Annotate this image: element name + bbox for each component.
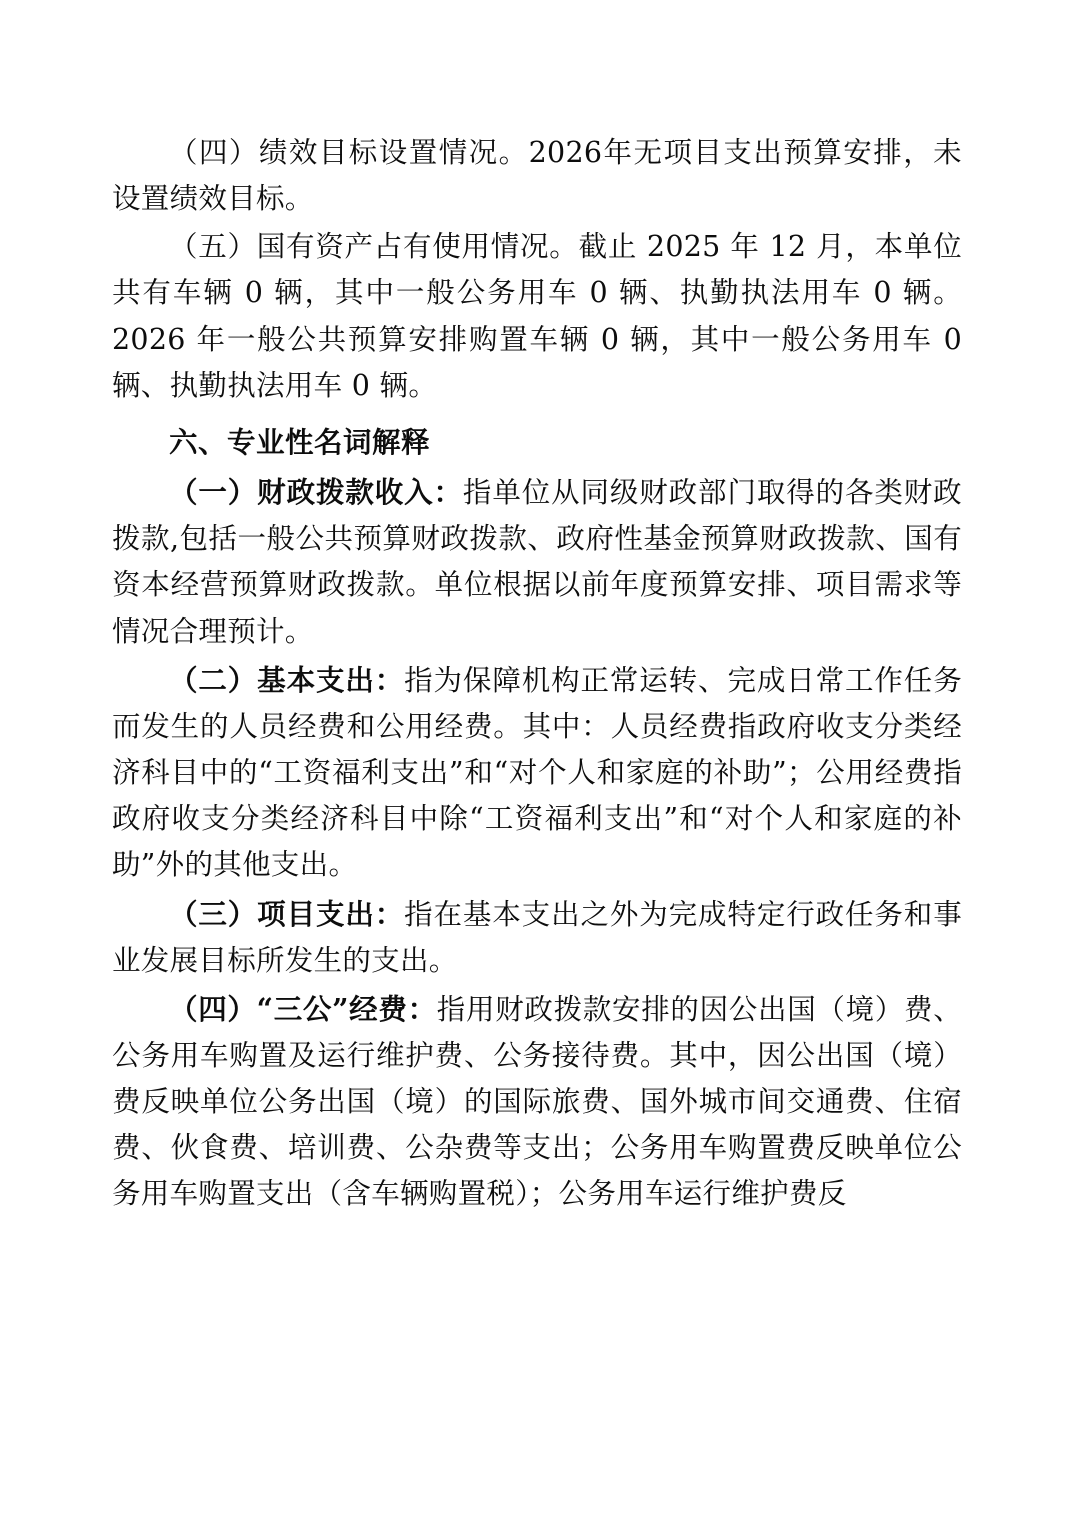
- paragraph-lead: （四）绩效目标设置情况。: [169, 136, 529, 169]
- term-basic-expenditure: [112, 657, 962, 889]
- term-lead: （二）基本支出：: [169, 662, 405, 697]
- paragraph-lead: （五）国有资产占有使用情况。: [169, 230, 579, 264]
- term-text: 指为保障机构正常运转、完成日常工作任务而发生的人员经费和公用经费。其中：人员经费指政府收支分类经济科目中的“工资福利支出”和“对个人和家庭的补助”；公用经费指政府收支分类经济科目中除“工资福利支出”和“对个人和家庭的补助”外的其他支出。: [112, 663, 962, 882]
- term-three-public-expenses: [112, 986, 962, 1218]
- document-body: [112, 130, 962, 1218]
- term-lead: （三）项目支出：: [169, 896, 405, 931]
- term-lead: （四）“三公”经费：: [169, 991, 437, 1026]
- term-text: 指用财政拨款安排的因公出国（境）费、公务用车购置及运行维护费、公务接待费。其中，因公出国（境）费反映单位公务出国（境）的国际旅费、国外城市间交通费、住宿费、伙食费、培训费、公杂费等支出；公务用车购置费反映单位公务用车购置支出（含车辆购置税）；公务用车运行维护费反: [112, 992, 962, 1211]
- term-text: 指单位从同级财政部门取得的各类财政拨款,包括一般公共预算财政拨款、政府性基金预算财政拨款、国有资本经营预算财政拨款。单位根据以前年度预算安排、项目需求等情况合理预计。: [112, 476, 962, 648]
- paragraph-performance-goals: [112, 130, 962, 222]
- term-fiscal-appropriation-income: [112, 469, 962, 655]
- section-heading-terminology: 六、专业性名词解释: [169, 424, 431, 459]
- term-lead: （一）财政拨款收入：: [169, 475, 463, 510]
- term-project-expenditure: [112, 891, 962, 984]
- term-text: 指在基本支出之外为完成特定行政任务和事业发展目标所发生的支出。: [112, 897, 962, 977]
- paragraph-text: 截止 2025 年 12 月，本单位共有车辆 0 辆，其中一般公务用车 0 辆、执勤执法用车 0 辆。2026 年一般公共预算安排购置车辆 0 辆，其中一般公务用车 0 辆、执勤执法用车 0 辆。: [112, 230, 962, 402]
- paragraph-text: 2026年无项目支出预算安排，未设置绩效目标。: [112, 136, 962, 216]
- paragraph-state-assets: [112, 224, 962, 409]
